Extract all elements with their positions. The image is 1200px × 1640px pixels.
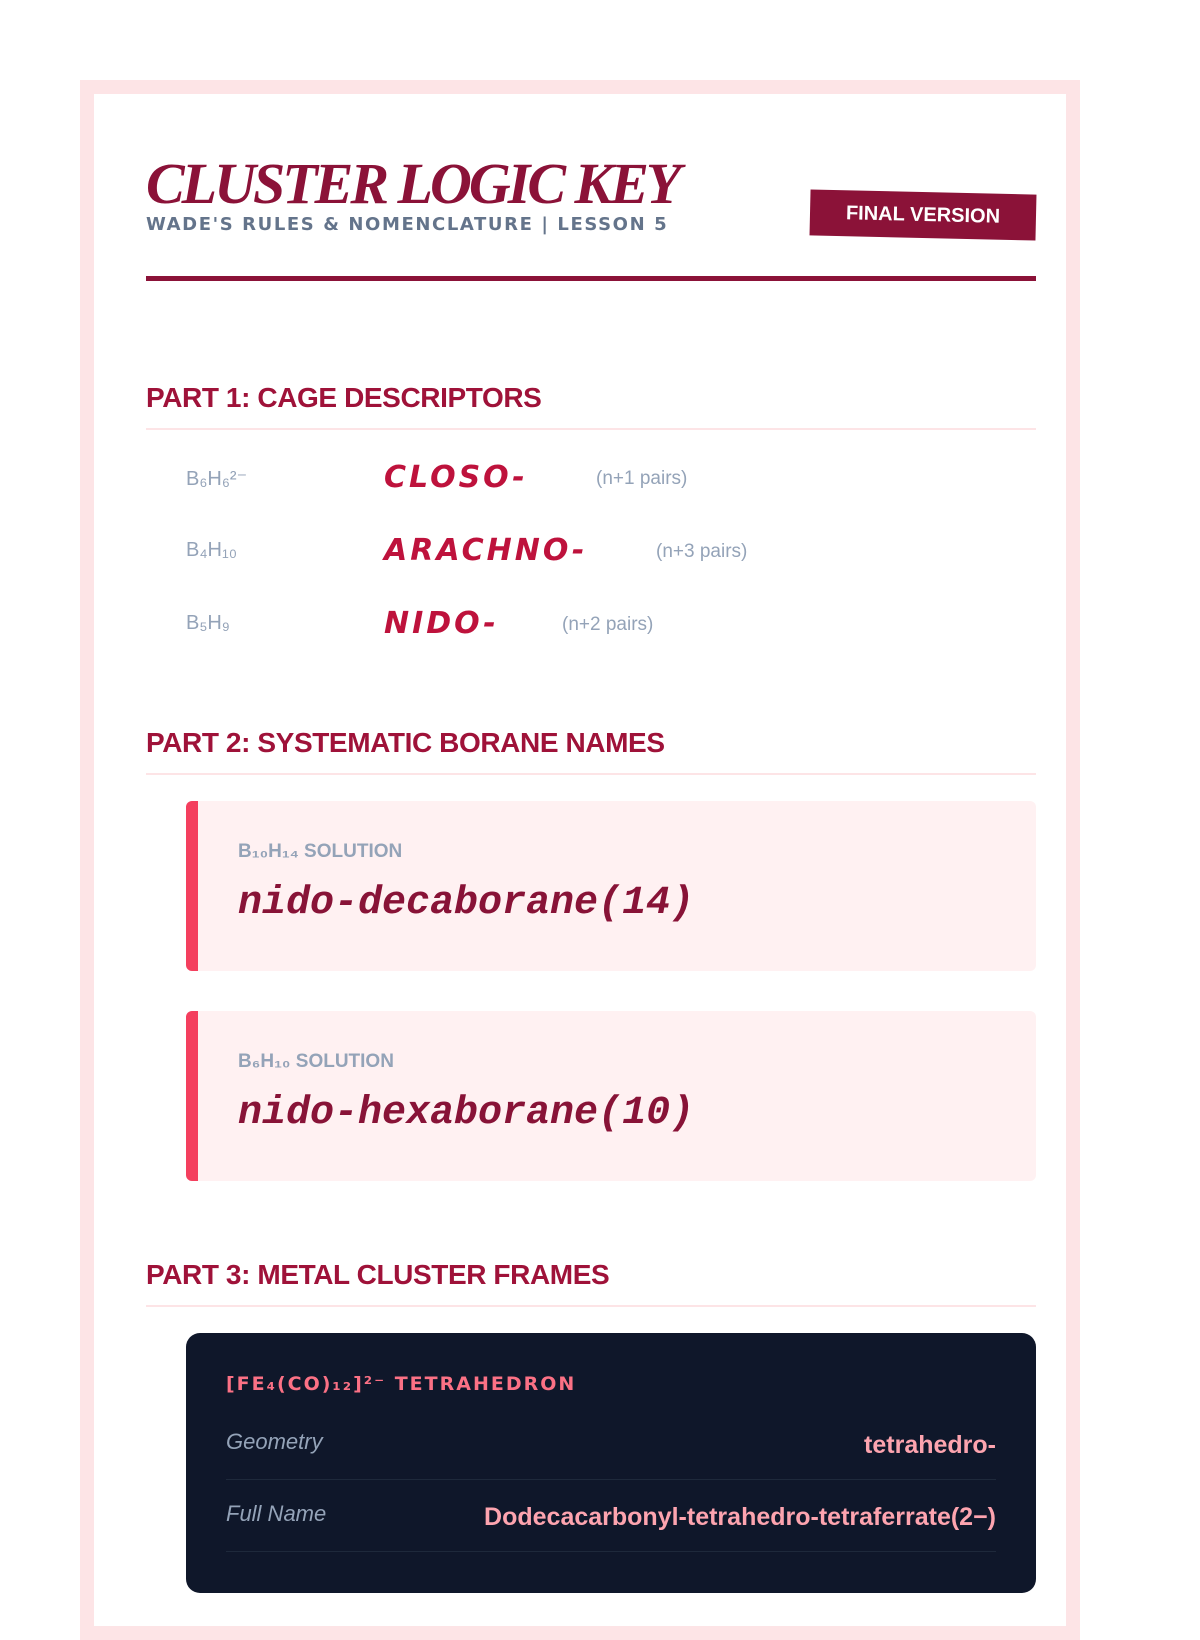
page-title: CLUSTER LOGIC KEY (146, 151, 679, 216)
descriptor-row (146, 596, 1036, 669)
card-accent-bar (186, 801, 198, 971)
descriptor-pairs: (n+1 pairs) (596, 468, 688, 489)
descriptor-name: NIDO- (384, 606, 499, 641)
descriptor-row (146, 523, 1036, 596)
descriptor-pairs: (n+3 pairs) (656, 541, 748, 562)
descriptor-formula: B₆H₆²⁻ (186, 468, 248, 490)
descriptor-name: ARACHNO- (384, 533, 588, 568)
final-version-badge: FINAL VERSION (810, 189, 1037, 240)
solution-card (186, 801, 1036, 971)
solution-answer: nido-decaborane(14) (238, 881, 695, 926)
worksheet-content (146, 152, 1036, 1593)
part1-heading: PART 1: CAGE DESCRIPTORS (146, 382, 1036, 430)
page-subtitle: WADE'S RULES & NOMENCLATURE | LESSON 5 (146, 214, 669, 235)
row-key: Full Name (226, 1501, 327, 1526)
descriptor-row (146, 450, 1036, 523)
card-accent-bar (186, 1011, 198, 1181)
part1-section (146, 382, 1036, 669)
solution-answer: nido-hexaborane(10) (238, 1091, 695, 1136)
descriptor-pairs: (n+2 pairs) (562, 614, 654, 635)
part2-section (146, 727, 1036, 1181)
worksheet-frame (80, 80, 1080, 1640)
metal-cluster-card (186, 1333, 1036, 1593)
row-key: Geometry (226, 1429, 323, 1454)
solution-label: B₆H₁₀ SOLUTION (238, 1051, 394, 1072)
row-value: Dodecacarbonyl-tetrahedro-tetraferrate(2−) (484, 1503, 996, 1531)
part2-heading: PART 2: SYSTEMATIC BORANE NAMES (146, 727, 1036, 775)
descriptor-name: CLOSO- (384, 460, 528, 495)
descriptor-formula: B₅H₉ (186, 612, 230, 634)
header (146, 152, 1036, 292)
cluster-row-geometry (226, 1407, 996, 1480)
part3-section (146, 1259, 1036, 1593)
cluster-label: [FE₄(CO)₁₂]²⁻ TETRAHEDRON (226, 1373, 577, 1395)
row-value: tetrahedro- (864, 1431, 996, 1459)
cluster-row-full-name (226, 1479, 996, 1552)
part3-heading: PART 3: METAL CLUSTER FRAMES (146, 1259, 1036, 1307)
solution-card (186, 1011, 1036, 1181)
descriptor-formula: B₄H₁₀ (186, 539, 237, 561)
solution-label: B₁₀H₁₄ SOLUTION (238, 841, 403, 862)
header-divider (146, 276, 1036, 281)
